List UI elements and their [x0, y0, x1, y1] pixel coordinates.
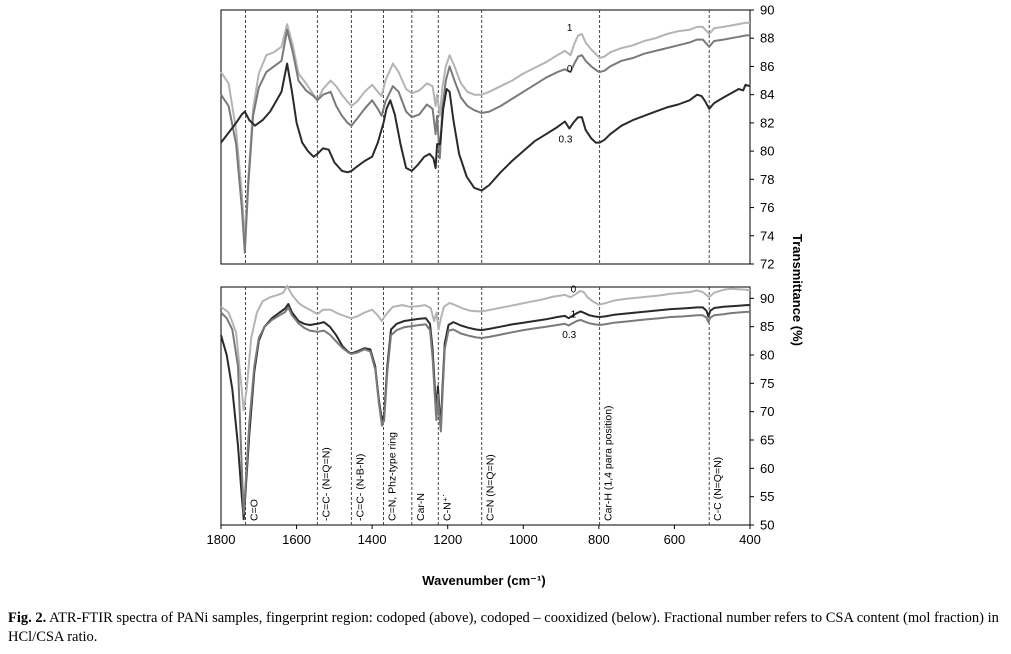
vline-label-7: Car-H (1,4 para position) — [602, 405, 615, 521]
y-tick-label-codoped-cooxidized-60: 60 — [760, 460, 775, 476]
caption-text: ATR-FTIR spectra of PANi samples, fingerprint region: codoped (above), codoped – cooxidized (below). Fractional number refers to CSA content (mol fraction) in HCl/CSA ratio. — [8, 610, 999, 645]
series-line-codoped-0 — [221, 23, 750, 239]
y-tick-label-codoped-82: 82 — [760, 115, 775, 131]
x-tick-label-1800: 1800 — [206, 532, 236, 547]
vline-label-0: C=O — [248, 499, 261, 521]
y-tick-label-codoped-cooxidized-75: 75 — [760, 375, 775, 391]
vline-label-1: -C=C- (N=Q=N) — [320, 447, 333, 521]
x-axis-label: Wavenumber (cm⁻¹) — [422, 573, 546, 588]
caption-label: Fig. 2. — [8, 610, 47, 626]
y-tick-label-codoped-80: 80 — [760, 143, 775, 159]
y-tick-label-codoped-76: 76 — [760, 200, 775, 216]
series-label-codoped-1: 0 — [566, 64, 573, 76]
x-tick-label-600: 600 — [663, 532, 686, 547]
series-label-codoped-cooxidized-1: 1 — [570, 309, 577, 321]
y-tick-label-codoped-78: 78 — [760, 171, 775, 187]
y-tick-label-codoped-cooxidized-65: 65 — [760, 432, 775, 448]
y-tick-label-codoped-cooxidized-80: 80 — [760, 347, 775, 363]
y-tick-label-codoped-74: 74 — [760, 228, 775, 244]
series-label-codoped-cooxidized-0: 0 — [570, 284, 577, 296]
series-line-codoped-1 — [221, 30, 750, 253]
series-line-codoped-cooxidized-0 — [221, 286, 750, 411]
series-label-codoped-2: 0.3 — [558, 134, 573, 146]
vline-label-3: C=N, Phz-type ring — [386, 432, 399, 521]
y-tick-label-codoped-86: 86 — [760, 58, 775, 74]
x-tick-label-800: 800 — [588, 532, 610, 547]
x-tick-label-1600: 1600 — [282, 532, 312, 547]
series-label-codoped-cooxidized-2: 0.3 — [562, 330, 577, 341]
y-tick-label-codoped-cooxidized-90: 90 — [760, 290, 775, 306]
x-tick-label-1000: 1000 — [508, 532, 538, 547]
y-axis-label: Transmittance (%) — [790, 234, 805, 346]
y-tick-label-codoped-84: 84 — [760, 87, 775, 103]
series-label-codoped-0: 1 — [566, 23, 573, 35]
vline-label-5: C-N⁺˙ — [441, 493, 454, 521]
vline-label-6: C=N (N=Q=N) — [484, 454, 497, 521]
vline-label-8: C-C (N=Q=N) — [712, 456, 725, 521]
vline-label-4: Car-N — [414, 493, 427, 521]
y-tick-label-codoped-cooxidized-55: 55 — [760, 489, 775, 505]
y-tick-label-codoped-72: 72 — [760, 256, 775, 272]
y-tick-label-codoped-90: 90 — [760, 2, 775, 18]
x-tick-label-1400: 1400 — [357, 532, 387, 547]
vline-label-2: -C=C- (N-B-N) — [354, 453, 367, 521]
y-tick-label-codoped-cooxidized-50: 50 — [760, 517, 775, 533]
figure-caption — [8, 609, 1003, 647]
x-tick-label-400: 400 — [739, 532, 761, 547]
y-tick-label-codoped-88: 88 — [760, 30, 775, 46]
x-tick-label-1200: 1200 — [433, 532, 463, 547]
y-tick-label-codoped-cooxidized-70: 70 — [760, 404, 775, 420]
y-tick-label-codoped-cooxidized-85: 85 — [760, 319, 775, 335]
